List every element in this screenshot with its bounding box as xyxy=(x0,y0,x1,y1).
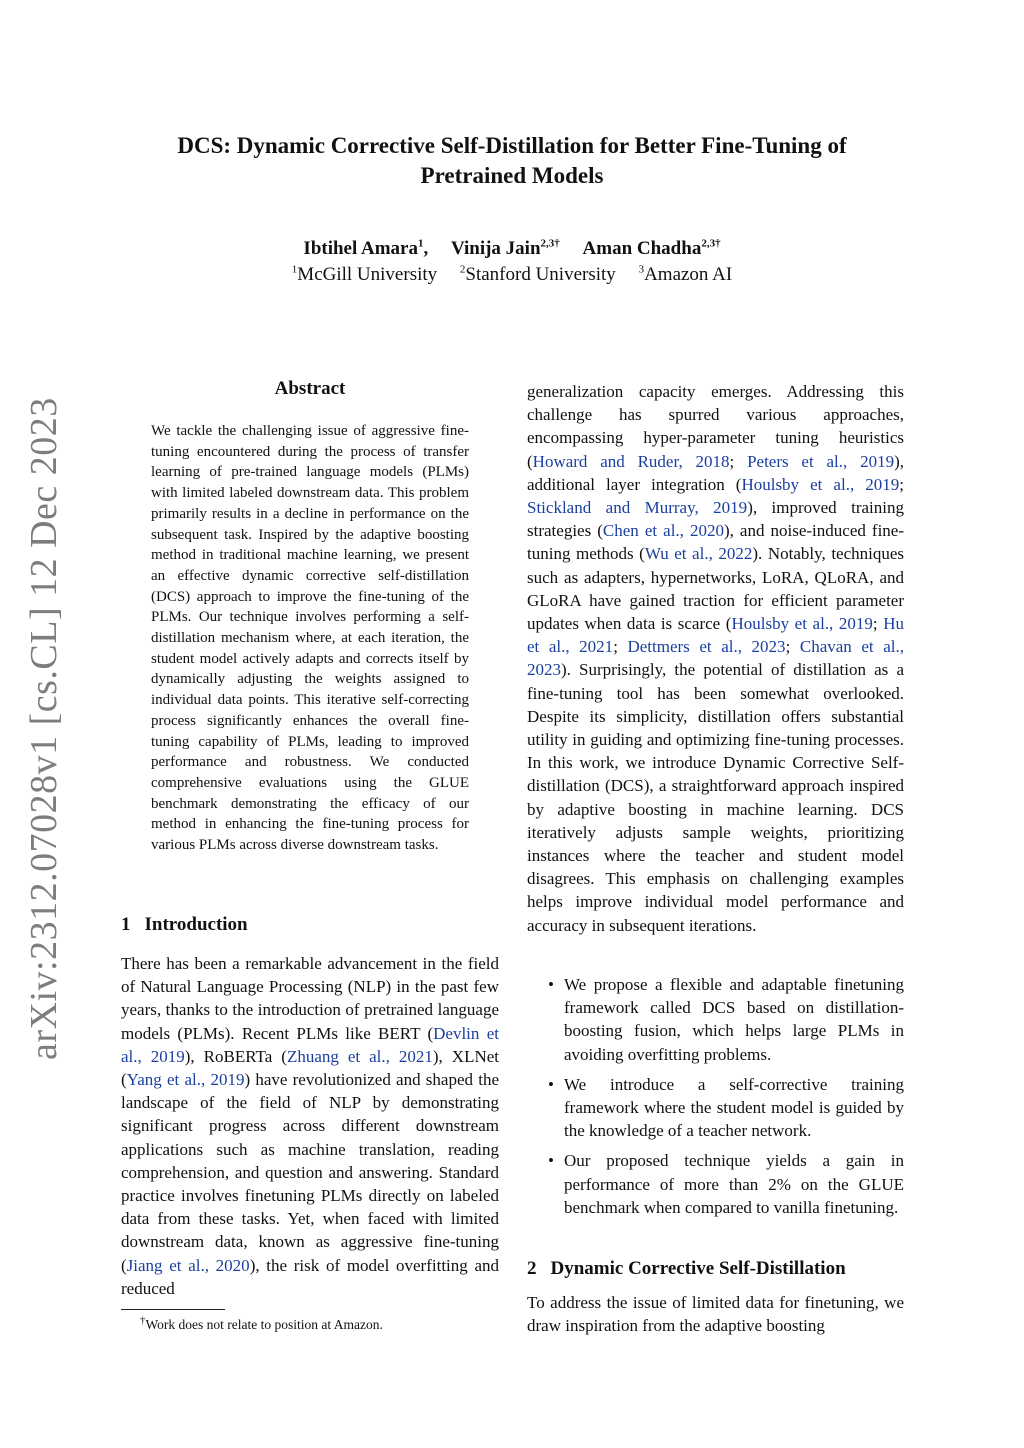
footnote-mark: † xyxy=(140,1314,146,1327)
contribution-item-1 xyxy=(527,973,904,1066)
citation-link[interactable]: Zhuang et al., 2021 xyxy=(286,1046,433,1066)
citation-link[interactable]: Houlsby et al., 2019 xyxy=(741,474,900,494)
bullet-marker: • xyxy=(548,975,554,994)
right-text-11: ). Surprisingly, the potential of distillation as a fine-tuning tool has been somewhat overlooked. Despite its simplicity, distillation offers substantial utility in guiding and optimizing fine-tuning processes. In this work, we introduce Dynamic Corrective Self-distillation (DCS), a straightforward approach inspired by adaptive boosting in machine learning. DCS iteratively adjusts sample weights, prioritizing instances where the teacher and student model disagrees. This emphasis on challenging examples helps improve individual model performance and accuracy in subsequent iterations. xyxy=(527,660,904,935)
citation-link[interactable]: Wu et al., 2022 xyxy=(644,544,753,564)
author-2 xyxy=(451,238,560,259)
right-text-4: ; xyxy=(899,474,904,494)
contribution-text-2: We introduce a self-corrective training framework where the student model is guided by the knowledge of a teacher network. xyxy=(564,1074,904,1141)
section-2-heading xyxy=(527,1258,846,1280)
author-3 xyxy=(583,238,721,259)
affiliation-1-mark: 1 xyxy=(291,263,298,276)
section-2-paragraph: To address the issue of limited data for finetuning, we draw inspiration from the adaptive boosting xyxy=(527,1293,904,1336)
contribution-item-3 xyxy=(527,1149,904,1219)
citation-link[interactable]: Chen et al., 2020 xyxy=(602,521,724,541)
footnote-text: Work does not relate to position at Amazon. xyxy=(145,1317,383,1332)
abstract-text: We tackle the challenging issue of aggressive fine-tuning encountered during the process of transfer learning of pre-trained language models (PLMs) with limited labeled downstream data. This problem primarily results in a decline in performance on the subsequent task. Inspired by the adaptive boosting method in traditional machine learning, we present an effective dynamic corrective self-distillation (DCS) approach to improve the fine-tuning of the PLMs. Our technique involves performing a self-distillation mechanism where, at each iteration, the student model actively adapts and corrects itself by dynamically adjusting the weights assigned to individual data points. This iterative self-correcting process significantly enhances the overall fine-tuning capability of PLMs, leading to improved performance and robustness. We conducted comprehensive evaluations using the GLUE benchmark demonstrating the efficacy of our method in enhancing the fine-tuning process for various PLMs across diverse downstream tasks. xyxy=(151,423,469,854)
right-text-8: ; xyxy=(872,614,884,634)
paper-title xyxy=(112,131,912,191)
affiliation-3-name: Amazon AI xyxy=(644,264,733,285)
intro-continuation-paragraph xyxy=(527,380,904,937)
author-list xyxy=(112,236,912,262)
affiliation-1-name: McGill University xyxy=(297,264,438,285)
author-2-affil-mark: 2,3† xyxy=(540,237,560,250)
citation-link[interactable]: Dettmers et al., 2023 xyxy=(627,637,786,657)
right-text-9: ; xyxy=(613,637,628,657)
right-text-3: ), additional layer integration ( xyxy=(527,451,904,494)
affiliation-1 xyxy=(292,264,437,285)
intro-text-1: There has been a remarkable advancement in the field of Natural Language Processing (NLP) in the past few years, thanks to the introduction of pretrained language models (PLMs). Recent PLMs like BERT ( xyxy=(121,954,499,1043)
intro-text-2: ), RoBERTa ( xyxy=(184,1046,287,1066)
abstract-heading: Abstract xyxy=(274,378,346,399)
citation-link[interactable]: Houlsby et al., 2019 xyxy=(731,614,873,634)
author-1-separator: , xyxy=(423,238,429,259)
citation-link[interactable]: Devlin et al., 2019 xyxy=(121,1023,499,1066)
title-line-1: DCS: Dynamic Corrective Self-Distillation for Better Fine-Tuning of xyxy=(177,133,847,158)
author-3-affil-mark: 2,3† xyxy=(701,237,721,250)
affiliation-2 xyxy=(460,264,616,285)
right-text-5: ), improved training strategies ( xyxy=(527,498,904,541)
author-3-name: Aman Chadha xyxy=(582,238,702,259)
author-2-name: Vinija Jain xyxy=(450,238,541,259)
citation-link[interactable]: Chavan et al., 2023 xyxy=(527,637,904,680)
citation-link[interactable]: Howard and Ruder, 2018 xyxy=(532,451,730,471)
bullet-marker: • xyxy=(548,1074,554,1094)
right-text-7: ). Notably, techniques such as adapters, hypernetworks, LoRA, QLoRA, and GLoRA have gained traction for efficient parameter updates when data is scarce ( xyxy=(527,544,905,634)
right-text-6: ), and noise-induced fine-tuning methods ( xyxy=(527,521,905,564)
contribution-text-1: We propose a flexible and adaptable finetuning framework called DCS based on distillation-boosting fusion, which helps large PLMs in avoiding overfitting problems. xyxy=(564,975,904,1064)
contribution-list xyxy=(527,973,904,1226)
affiliation-list xyxy=(112,262,912,288)
author-1 xyxy=(303,238,428,259)
section-2-title: Dynamic Corrective Self-Distillation xyxy=(550,1258,846,1279)
author-1-affil-mark: 1 xyxy=(417,237,424,250)
arxiv-identifier: arXiv:2312.07028v1 [cs.CL] 12 Dec 2023 xyxy=(23,397,65,1060)
right-text-1: generalization capacity emerges. Addressing this challenge has spurred various approaches, encompassing hyper-parameter tuning heuristics ( xyxy=(527,382,904,471)
bullet-marker: • xyxy=(548,1151,554,1171)
affiliation-3-mark: 3 xyxy=(638,263,645,276)
section-2-number: 2 xyxy=(527,1258,537,1279)
citation-link[interactable]: Hu et al., 2021 xyxy=(527,614,904,657)
contribution-text-3: Our proposed technique yields a gain in performance of more than 2% on the GLUE benchmark when compared to vanilla finetuning. xyxy=(564,1151,904,1217)
affiliation-2-mark: 2 xyxy=(459,263,466,276)
citation-link[interactable]: Yang et al., 2019 xyxy=(126,1070,245,1090)
contribution-item-2 xyxy=(527,1073,904,1143)
intro-paragraph xyxy=(121,952,499,1300)
section-1-number: 1 xyxy=(121,914,131,935)
intro-text-5: ), the risk of model overfitting and reduced xyxy=(121,1255,500,1298)
intro-text-3: ), XLNet ( xyxy=(121,1046,499,1090)
footnote xyxy=(140,1316,383,1334)
right-text-10: ; xyxy=(785,637,800,657)
citation-link[interactable]: Jiang et al., 2020 xyxy=(126,1255,250,1275)
section-1-heading xyxy=(121,914,248,936)
footnote-divider xyxy=(121,1309,225,1310)
right-text-2: ; xyxy=(729,451,748,471)
author-1-name: Ibtihel Amara xyxy=(303,238,418,259)
affiliation-3 xyxy=(639,264,733,285)
title-line-2: Pretrained Models xyxy=(420,163,604,188)
affiliation-2-name: Stanford University xyxy=(465,264,616,285)
citation-link[interactable]: Peters et al., 2019 xyxy=(747,451,895,471)
citation-link[interactable]: Stickland and Murray, 2019 xyxy=(527,498,748,518)
section-1-title: Introduction xyxy=(144,914,248,935)
intro-text-4: ) have revolutionized and shaped the landscape of the field of NLP by demonstrating significant progress across different downstream applications such as machine translation, reading comprehension, and question and answering. Standard practice involves finetuning PLMs directly on labeled data from these tasks. Yet, when faced with limited downstream data, known as aggressive fine-tuning ( xyxy=(121,1070,499,1275)
